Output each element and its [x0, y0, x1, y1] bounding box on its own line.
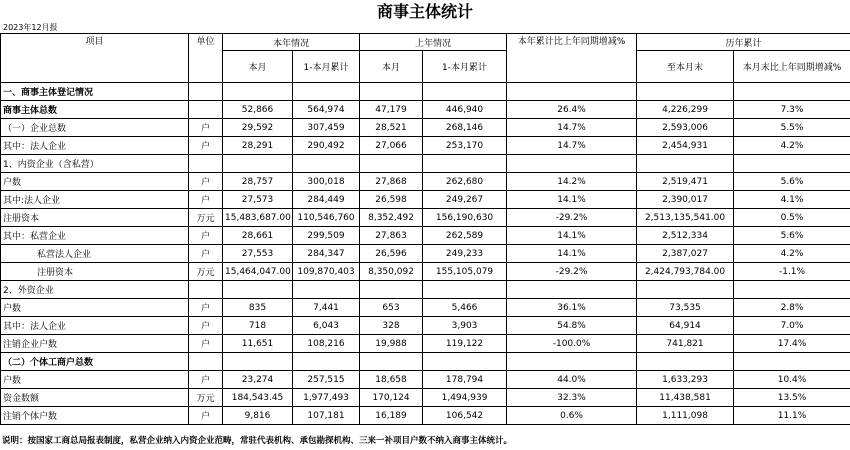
cell-month-ly: 28,521 [360, 119, 423, 137]
table-row [1, 299, 850, 317]
cell-month: 9,816 [223, 407, 293, 425]
header-item: 项目 [1, 34, 189, 83]
header-month: 本月 [223, 51, 293, 83]
cell-cum-ly [423, 353, 507, 371]
cell-yoy-cum: 0.6% [507, 407, 637, 425]
cell-yoy-cum: 14.7% [507, 137, 637, 155]
row-label: （一）企业总数 [1, 119, 189, 137]
row-unit: 户 [189, 299, 223, 317]
cell-cum [293, 155, 360, 173]
row-unit: 户 [189, 335, 223, 353]
table-row [1, 335, 850, 353]
header-cum-ly: 1-本月累计 [423, 51, 507, 83]
cell-month-ly: 8,352,492 [360, 209, 423, 227]
cell-to-month-end [637, 155, 734, 173]
cell-cum-ly: 249,267 [423, 191, 507, 209]
cell-cum-ly: 446,940 [423, 101, 507, 119]
row-label: 注册资本 [1, 209, 189, 227]
table-row [1, 119, 850, 137]
cell-month: 15,483,687.00 [223, 209, 293, 227]
table-row [1, 281, 850, 299]
cell-cum: 108,216 [293, 335, 360, 353]
row-label: 资金数额 [1, 389, 189, 407]
cell-cum-ly: 3,903 [423, 317, 507, 335]
row-label: 户数 [1, 371, 189, 389]
cell-month [223, 155, 293, 173]
cell-to-month-end: 2,387,027 [637, 245, 734, 263]
table-row [1, 371, 850, 389]
cell-month-end-yoy: 10.4% [734, 371, 850, 389]
cell-to-month-end: 73,535 [637, 299, 734, 317]
header-month-ly: 本月 [360, 51, 423, 83]
row-unit: 户 [189, 371, 223, 389]
cell-month [223, 353, 293, 371]
cell-cum: 110,546,760 [293, 209, 360, 227]
header-month-end-yoy: 本月末比上年同期增减% [734, 51, 850, 83]
row-unit: 户 [189, 191, 223, 209]
cell-cum: 107,181 [293, 407, 360, 425]
cell-cum: 1,977,493 [293, 389, 360, 407]
row-label: 其中:法人企业 [1, 191, 189, 209]
cell-cum-ly: 249,233 [423, 245, 507, 263]
table-row [1, 407, 850, 425]
cell-month: 23,274 [223, 371, 293, 389]
cell-cum-ly: 253,170 [423, 137, 507, 155]
cell-yoy-cum: 14.1% [507, 245, 637, 263]
cell-to-month-end: 64,914 [637, 317, 734, 335]
cell-cum-ly: 5,466 [423, 299, 507, 317]
cell-month-end-yoy: 5.6% [734, 227, 850, 245]
cell-to-month-end: 2,512,334 [637, 227, 734, 245]
cell-month-ly: 27,863 [360, 227, 423, 245]
table-row [1, 155, 850, 173]
header-row-1 [1, 34, 850, 51]
cell-cum-ly [423, 155, 507, 173]
cell-month-ly [360, 353, 423, 371]
cell-month-ly: 27,868 [360, 173, 423, 191]
cell-month-end-yoy: 7.0% [734, 317, 850, 335]
cell-month-end-yoy: 7.3% [734, 101, 850, 119]
cell-yoy-cum: 14.1% [507, 191, 637, 209]
cell-cum [293, 353, 360, 371]
cell-month-ly [360, 83, 423, 101]
cell-month-ly: 170,124 [360, 389, 423, 407]
cell-yoy-cum: 14.2% [507, 173, 637, 191]
report-period: 2023年12月报 [3, 23, 58, 32]
cell-yoy-cum [507, 83, 637, 101]
cell-cum: 6,043 [293, 317, 360, 335]
cell-cum-ly: 106,542 [423, 407, 507, 425]
row-unit: 户 [189, 137, 223, 155]
header-history: 历年累计 [637, 34, 850, 51]
statistics-table [0, 33, 850, 425]
row-label: 其中：私营企业 [1, 227, 189, 245]
header-yoy-cum: 本年累计比上年同期增减% [507, 34, 637, 83]
cell-month-end-yoy: 4.1% [734, 191, 850, 209]
header-last-year: 上年情况 [360, 34, 507, 51]
cell-month-ly: 47,179 [360, 101, 423, 119]
row-unit: 户 [189, 227, 223, 245]
row-label: 其中：法人企业 [1, 317, 189, 335]
cell-month: 184,543.45 [223, 389, 293, 407]
cell-month-end-yoy: 2.8% [734, 299, 850, 317]
cell-to-month-end [637, 281, 734, 299]
table-row [1, 227, 850, 245]
row-unit: 万元 [189, 389, 223, 407]
header-this-year: 本年情况 [223, 34, 360, 51]
cell-cum [293, 83, 360, 101]
row-unit: 户 [189, 407, 223, 425]
cell-month: 28,757 [223, 173, 293, 191]
cell-month-ly: 19,988 [360, 335, 423, 353]
cell-yoy-cum: 32.3% [507, 389, 637, 407]
cell-cum: 299,509 [293, 227, 360, 245]
cell-cum: 109,870,403 [293, 263, 360, 281]
page-title: 商事主体统计 [376, 2, 473, 21]
row-unit: 万元 [189, 209, 223, 227]
table-row [1, 317, 850, 335]
cell-month: 29,592 [223, 119, 293, 137]
cell-cum: 307,459 [293, 119, 360, 137]
cell-to-month-end: 4,226,299 [637, 101, 734, 119]
cell-to-month-end [637, 353, 734, 371]
cell-to-month-end: 1,111,098 [637, 407, 734, 425]
row-label: 注销个体户数 [1, 407, 189, 425]
cell-cum-ly [423, 281, 507, 299]
cell-month-end-yoy [734, 353, 850, 371]
row-unit [189, 353, 223, 371]
row-unit [189, 83, 223, 101]
row-label: 其中：法人企业 [1, 137, 189, 155]
row-label: 1、内资企业（含私营） [1, 155, 189, 173]
cell-month-ly [360, 155, 423, 173]
cell-month-ly: 16,189 [360, 407, 423, 425]
cell-cum: 257,515 [293, 371, 360, 389]
cell-month-end-yoy: 5.6% [734, 173, 850, 191]
cell-month: 27,573 [223, 191, 293, 209]
table-row [1, 245, 850, 263]
cell-yoy-cum [507, 155, 637, 173]
cell-month-end-yoy: 11.1% [734, 407, 850, 425]
row-label: 注册资本 [1, 263, 189, 281]
cell-month: 11,651 [223, 335, 293, 353]
row-label: 户数 [1, 299, 189, 317]
table-row [1, 137, 850, 155]
cell-month-end-yoy: 5.5% [734, 119, 850, 137]
table-body [1, 83, 850, 425]
cell-cum: 7,441 [293, 299, 360, 317]
cell-month-ly: 18,658 [360, 371, 423, 389]
row-unit: 户 [189, 245, 223, 263]
cell-cum: 564,974 [293, 101, 360, 119]
cell-yoy-cum: 14.7% [507, 119, 637, 137]
cell-month-ly: 328 [360, 317, 423, 335]
cell-to-month-end: 2,454,931 [637, 137, 734, 155]
cell-month-ly: 26,598 [360, 191, 423, 209]
row-label: 注销企业户数 [1, 335, 189, 353]
cell-month: 835 [223, 299, 293, 317]
cell-month-ly: 26,596 [360, 245, 423, 263]
cell-yoy-cum [507, 353, 637, 371]
cell-month-end-yoy [734, 83, 850, 101]
cell-month [223, 83, 293, 101]
row-unit: 户 [189, 173, 223, 191]
row-label: 2、外资企业 [1, 281, 189, 299]
cell-cum-ly: 155,105,079 [423, 263, 507, 281]
cell-month-end-yoy [734, 281, 850, 299]
table-row [1, 191, 850, 209]
cell-month-end-yoy: 4.2% [734, 245, 850, 263]
cell-cum-ly: 178,794 [423, 371, 507, 389]
table-row [1, 209, 850, 227]
cell-cum [293, 281, 360, 299]
cell-yoy-cum: -29.2% [507, 209, 637, 227]
row-unit [189, 101, 223, 119]
row-label: （二）个体工商户总数 [1, 353, 189, 371]
cell-cum-ly: 262,589 [423, 227, 507, 245]
cell-to-month-end [637, 83, 734, 101]
cell-yoy-cum [507, 281, 637, 299]
row-label: 一、商事主体登记情况 [1, 83, 189, 101]
row-unit [189, 155, 223, 173]
row-label: 商事主体总数 [1, 101, 189, 119]
header-to-month-end: 至本月末 [637, 51, 734, 83]
cell-month-end-yoy: 0.5% [734, 209, 850, 227]
table-row [1, 173, 850, 191]
cell-cum-ly: 1,494,939 [423, 389, 507, 407]
cell-yoy-cum: 26.4% [507, 101, 637, 119]
cell-yoy-cum: 14.1% [507, 227, 637, 245]
cell-month-end-yoy: -1.1% [734, 263, 850, 281]
footnote: 说明：按国家工商总局报表制度，私营企业纳入内资企业范畴，常驻代表机构、承包勘探机构、三来一补项目户数不纳入商事主体统计。 [2, 436, 513, 446]
cell-cum-ly [423, 83, 507, 101]
cell-yoy-cum: -100.0% [507, 335, 637, 353]
cell-cum-ly: 262,680 [423, 173, 507, 191]
cell-to-month-end: 2,519,471 [637, 173, 734, 191]
table-row [1, 263, 850, 281]
row-unit: 户 [189, 119, 223, 137]
row-unit: 户 [189, 317, 223, 335]
cell-cum: 300,018 [293, 173, 360, 191]
row-label: 私营法人企业 [1, 245, 189, 263]
row-label: 户数 [1, 173, 189, 191]
cell-yoy-cum: -29.2% [507, 263, 637, 281]
cell-month: 718 [223, 317, 293, 335]
cell-cum-ly: 268,146 [423, 119, 507, 137]
row-unit: 万元 [189, 263, 223, 281]
cell-month-end-yoy [734, 155, 850, 173]
header-cum: 1-本月累计 [293, 51, 360, 83]
cell-to-month-end: 2,390,017 [637, 191, 734, 209]
table-row [1, 353, 850, 371]
cell-month-ly: 27,066 [360, 137, 423, 155]
cell-to-month-end: 1,633,293 [637, 371, 734, 389]
cell-month: 28,291 [223, 137, 293, 155]
table-row [1, 101, 850, 119]
cell-month: 28,661 [223, 227, 293, 245]
cell-month-end-yoy: 13.5% [734, 389, 850, 407]
cell-month [223, 281, 293, 299]
table-row [1, 389, 850, 407]
cell-month-end-yoy: 17.4% [734, 335, 850, 353]
cell-cum-ly: 156,190,630 [423, 209, 507, 227]
cell-yoy-cum: 44.0% [507, 371, 637, 389]
cell-yoy-cum: 54.8% [507, 317, 637, 335]
cell-to-month-end: 2,593,006 [637, 119, 734, 137]
cell-cum-ly: 119,122 [423, 335, 507, 353]
cell-month: 15,464,047.00 [223, 263, 293, 281]
cell-month: 27,553 [223, 245, 293, 263]
cell-cum: 284,449 [293, 191, 360, 209]
cell-to-month-end: 2,424,793,784.00 [637, 263, 734, 281]
cell-cum: 290,492 [293, 137, 360, 155]
cell-to-month-end: 11,438,581 [637, 389, 734, 407]
table-row [1, 83, 850, 101]
cell-month: 52,866 [223, 101, 293, 119]
cell-to-month-end: 2,513,135,541.00 [637, 209, 734, 227]
cell-month-ly [360, 281, 423, 299]
cell-month-ly: 8,350,092 [360, 263, 423, 281]
cell-month-end-yoy: 4.2% [734, 137, 850, 155]
row-unit [189, 281, 223, 299]
cell-to-month-end: 741,821 [637, 335, 734, 353]
cell-month-ly: 653 [360, 299, 423, 317]
header-unit: 单位 [189, 34, 223, 83]
cell-cum: 284,347 [293, 245, 360, 263]
cell-yoy-cum: 36.1% [507, 299, 637, 317]
